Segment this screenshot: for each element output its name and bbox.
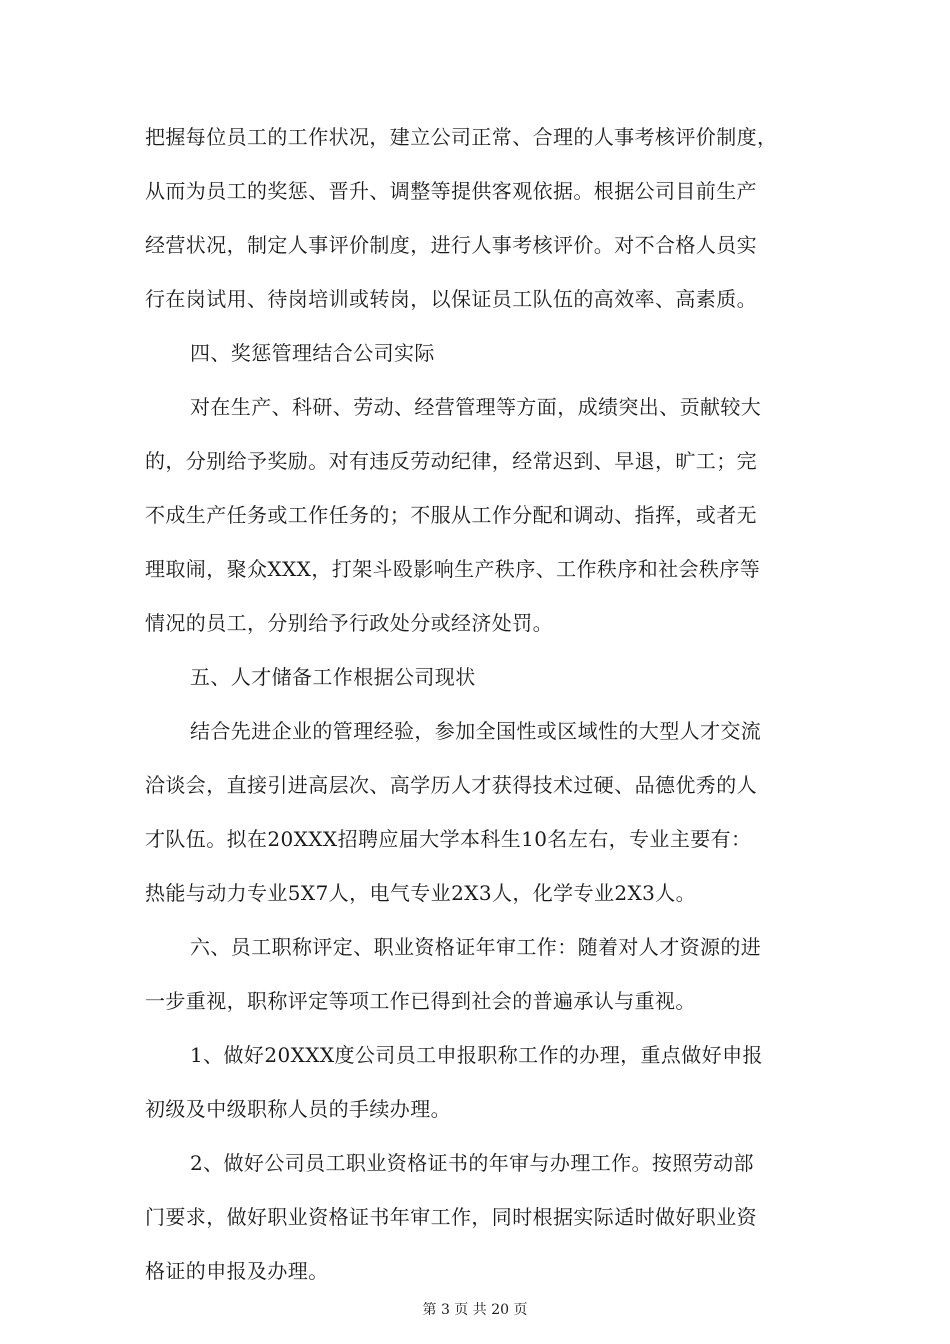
text-line: 格证的申报及办理。 — [145, 1259, 329, 1283]
list-item: 2、做好公司员工职业资格证书的年审与办理工作。按照劳动部 — [190, 1151, 754, 1175]
text-line: 情况的员工，分别给予行政处分或经济处罚。 — [145, 611, 553, 635]
text-line: 对在生产、科研、劳动、经营管理等方面，成绩突出、贡献较大 — [190, 395, 762, 419]
section-heading: 四、奖惩管理结合公司实际 — [190, 341, 435, 365]
text-line: 行在岗试用、待岗培训或转岗，以保证员工队伍的高效率、高素质。 — [145, 287, 757, 311]
section-heading: 五、人才储备工作根据公司现状 — [190, 665, 476, 689]
page-number-footer: 第 3 页 共 20 页 — [422, 1302, 528, 1318]
text-line: 理取闹，聚众XXX，打架斗殴影响生产秩序、工作秩序和社会秩序等 — [145, 557, 761, 581]
text-line: 不成生产任务或工作任务的；不服从工作分配和调动、指挥，或者无 — [145, 503, 757, 527]
text-line: 的，分别给予奖励。对有违反劳动纪律，经常迟到、早退，旷工；完 — [145, 449, 757, 473]
text-line: 结合先进企业的管理经验，参加全国性或区域性的大型人才交流 — [190, 719, 762, 743]
text-line: 才队伍。拟在20XXX招聘应届大学本科生10名左右，专业主要有： — [145, 827, 752, 851]
text-line: 门要求，做好职业资格证书年审工作，同时根据实际适时做好职业资 — [145, 1205, 757, 1229]
text-line: 洽谈会，直接引进高层次、高学历人才获得技术过硬、品德优秀的人 — [145, 773, 757, 797]
text-line: 把握每位员工的工作状况，建立公司正常、合理的人事考核评价制度， — [145, 125, 778, 149]
text-line: 一步重视，职称评定等项工作已得到社会的普遍承认与重视。 — [145, 989, 696, 1013]
text-line: 从而为员工的奖惩、晋升、调整等提供客观依据。根据公司目前生产 — [145, 179, 757, 203]
list-item: 1、做好20XXX度公司员工申报职称工作的办理，重点做好申报 — [190, 1043, 763, 1067]
section-heading: 六、员工职称评定、职业资格证年审工作：随着对人才资源的进 — [190, 935, 762, 959]
text-line: 经营状况，制定人事评价制度，进行人事考核评价。对不合格人员实 — [145, 233, 757, 257]
text-line: 初级及中级职称人员的手续办理。 — [145, 1097, 451, 1121]
text-line: 热能与动力专业5X7人，电气专业2X3人，化学专业2X3人。 — [145, 881, 697, 905]
